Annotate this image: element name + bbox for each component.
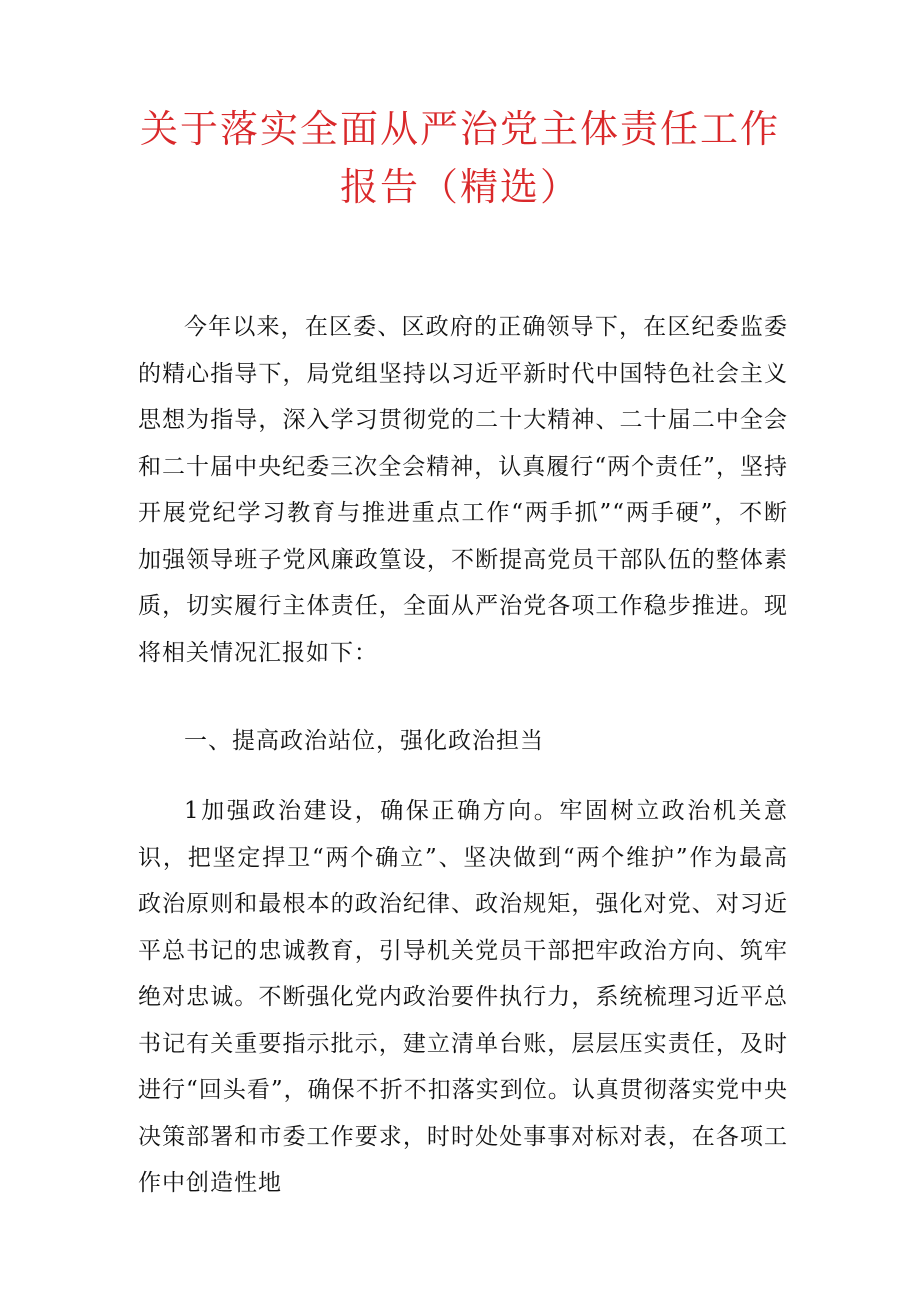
intro-paragraph: 今年以来，在区委、区政府的正确领导下，在区纪委监委的精心指导下，局党组坚持以习近平新时代中国特色社会主义思想为指导，深入学习贯彻党的二十大精神、二十届二中全会和二十届中央纪委三次全会精神，认真履行“两个责任”，坚持开展党纪学习教育与推进重点工作“两手抓”“两手硬”，不断加强领导班子党风廉政篁设，不断提高党员干部队伍的整体素质，切实履行主体责任，全面从严治党各项工作稳步推进。现将相关情况汇报如下： [138,314,788,666]
title-line-2: 报告（精选） [339,165,580,209]
title-line-1: 关于落实全面从严治党主体责任工作 [139,107,780,151]
document-title [100,100,820,216]
section-1-paragraph-1: 1加强政治建设，确保正确方向。牢固树立政治机关意识，把坚定捍卫“两个确立”、坚决做到“两个维护”作为最高政治原则和最根本的政治纪律、政治规矩，强化对党、对习近平总书记的忠诚教育，引导机关党员干部把牢政治方向、筑牢绝对忠诚。不断强化党内政治要件执行力，系统梳理习近平总书记有关重要指示批示，建立清单台账，层层压实责任，及时进行“回头看”，确保不折不扣落实到位。认真贯彻落实党中央决策部署和市委工作要求，时时处处事事对标对表，在各项工作中创造性地 [138,798,788,1196]
section-heading-1: 一、提高政治站位，强化政治担当 [184,728,544,754]
